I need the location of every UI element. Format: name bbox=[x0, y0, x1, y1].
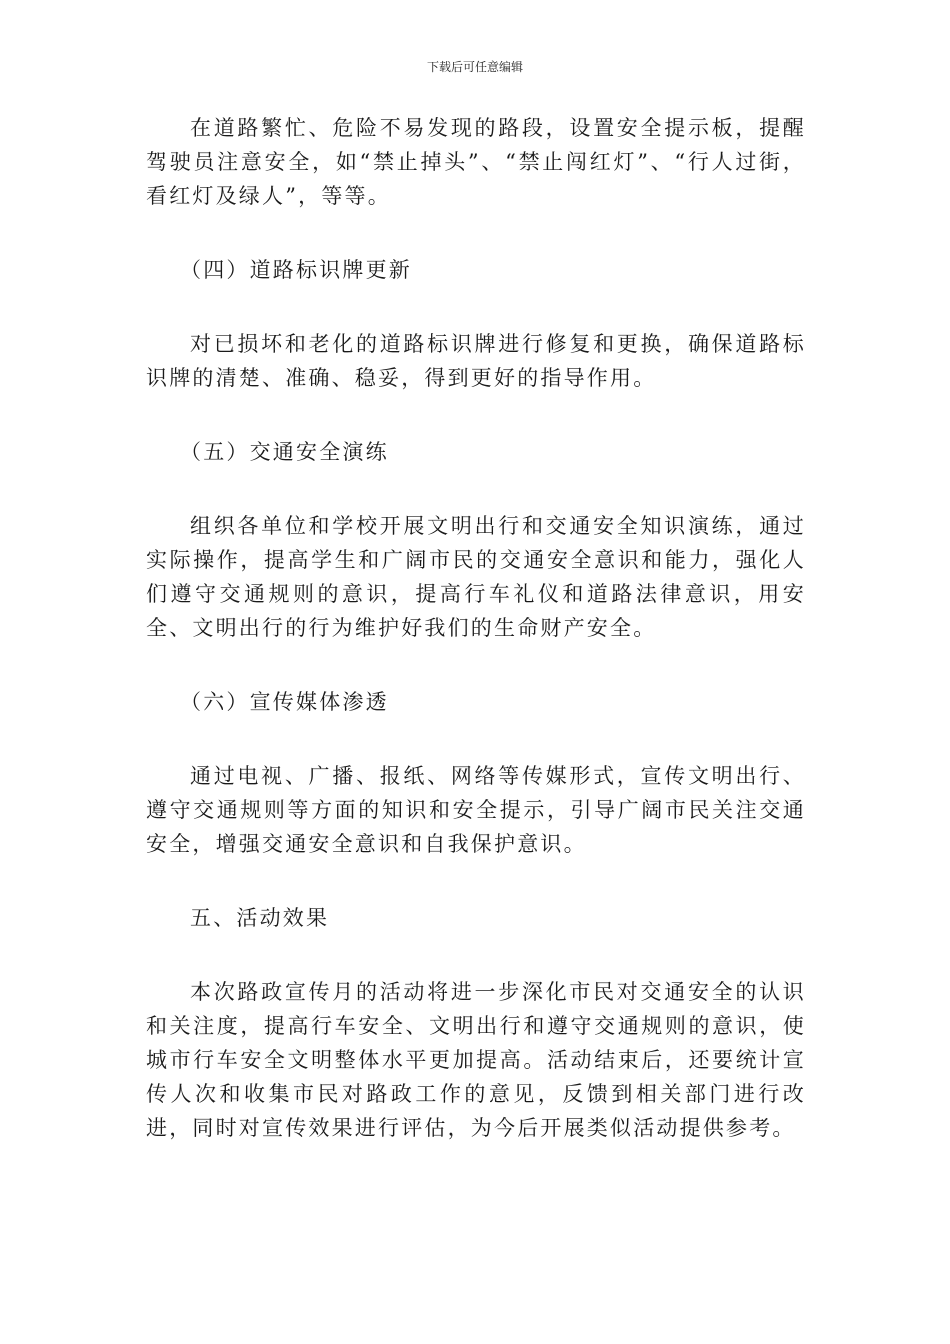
spacer bbox=[146, 213, 806, 253]
spacer bbox=[146, 861, 806, 901]
paragraph-activity-effect: 本次路政宣传月的活动将进一步深化市民对交通安全的认识和关注度，提高行车安全、文明出行和遵守交通规则的意识，使城市行车安全文明整体水平更加提高。活动结束后，还要统计宣传人次和收集市民对路政工作的意见，反馈到相关部门进行改进，同时对宣传效果进行评估，为今后开展类似活动提供参考。 bbox=[146, 980, 806, 1140]
spacer bbox=[146, 719, 806, 759]
spacer bbox=[146, 287, 806, 327]
heading-activity-effect: 五、活动效果 bbox=[190, 906, 330, 930]
spacer bbox=[146, 469, 806, 509]
heading-media: （六）宣传媒体渗透 bbox=[180, 690, 389, 714]
page-header: 下载后可任意编辑 bbox=[426, 60, 523, 74]
spacer bbox=[146, 935, 806, 975]
heading-sign-update: （四）道路标识牌更新 bbox=[180, 258, 412, 282]
paragraph-safety-signs: 在道路繁忙、危险不易发现的路段，设置安全提示板，提醒驾驶员注意安全，如“禁止掉头”、“禁止闯红灯”、“行人过街，看红灯及绿人”，等等。 bbox=[146, 116, 806, 208]
heading-safety-drill: （五）交通安全演练 bbox=[180, 440, 389, 464]
paragraph-media: 通过电视、广播、报纸、网络等传媒形式，宣传文明出行、遵守交通规则等方面的知识和安全提示，引导广阔市民关注交通安全，增强交通安全意识和自我保护意识。 bbox=[146, 764, 806, 856]
spacer bbox=[146, 645, 806, 685]
document-body bbox=[146, 111, 806, 1145]
paragraph-safety-drill: 组织各单位和学校开展文明出行和交通安全知识演练，通过实际操作，提高学生和广阔市民的交通安全意识和能力，强化人们遵守交通规则的意识，提高行车礼仪和道路法律意识，用安全、文明出行的行为维护好我们的生命财产安全。 bbox=[146, 514, 806, 640]
paragraph-sign-update: 对已损坏和老化的道路标识牌进行修复和更换，确保道路标识牌的清楚、准确、稳妥，得到更好的指导作用。 bbox=[146, 332, 806, 390]
spacer bbox=[146, 395, 806, 435]
